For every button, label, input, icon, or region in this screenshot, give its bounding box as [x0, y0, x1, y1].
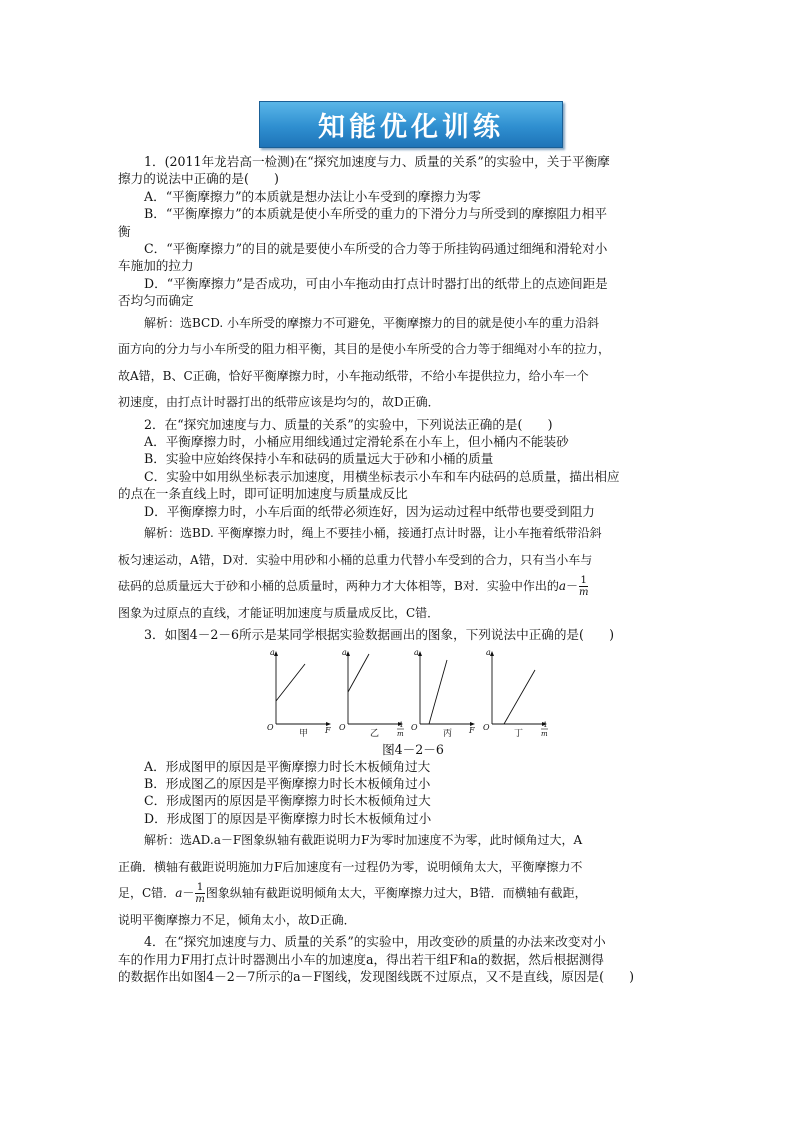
q4-stem-line-2: 车的作用力F用打点计时器测出小车的加速度a，得出若干组F和a的数据，然后根据测得 — [118, 951, 604, 967]
q3-answer-line-3 — [118, 880, 678, 907]
graphs-svg — [263, 646, 563, 738]
q2-option-a: A．平衡摩擦力时，小桶应用细线通过定滑轮系在小车上，但小桶内不能装砂 — [144, 434, 569, 450]
q1-answer-line-2: 面方向的分力与小车所受的阻力相平衡，其目的是使小车所受的合力等于细绳对小车的拉力， — [118, 342, 611, 357]
q1-option-a: A．“平衡摩擦力”的本质就是想办法让小车受到的摩擦力为零 — [144, 188, 481, 204]
q2-answer-dash: － — [565, 579, 578, 594]
q1-stem-line-1: 1．(2011年龙岩高一检测)在“探究加速度与力、质量的关系”的实验中，关于平衡摩 — [144, 154, 610, 169]
graph-ding-xlabel-den: m — [541, 729, 548, 738]
q3-option-a: A．形成图甲的原因是平衡摩擦力时长木板倾角过大 — [144, 758, 431, 774]
graph-jia-name: 甲 — [299, 728, 309, 738]
q2-answer-line-1: 解析：选BD. 平衡摩擦力时，绳上不要挂小桶，接通打点计时器，让小车拖着纸带沿斜 — [144, 526, 602, 541]
graph-jia-origin: O — [267, 722, 274, 732]
q1-stem-line-2: 擦力的说法中正确的是( ) — [118, 171, 279, 187]
graph-jia-line — [276, 664, 305, 701]
q2-option-c-line-2: 的点在一条直线上时，即可证明加速度与质量成反比 — [118, 486, 408, 502]
graph-bing-ylabel: a — [414, 647, 419, 657]
q3-answer-line-1 — [118, 827, 678, 854]
figure-4-2-6 — [118, 646, 678, 741]
q2-answer-line-4: 图象为过原点的直线，才能证明加速度与质量成反比，C错． — [118, 605, 440, 620]
q1-option-b-line-2: 衡 — [118, 223, 131, 239]
graph-bing-line — [429, 660, 447, 724]
q2-answer-line-3 — [118, 573, 678, 600]
q3-option-c: C．形成图丙的原因是平衡摩擦力时长木板倾角过大 — [144, 793, 431, 809]
exercise-content — [118, 153, 678, 985]
graph-ding — [483, 648, 548, 738]
graph-yi-xlabel-den: m — [397, 729, 404, 738]
graph-ding-line — [504, 670, 535, 724]
q3-answer-choice: 解析：选AD. — [144, 833, 214, 848]
q4-stem-line-3: 的数据作出如图4－2－7所示的a－F图线，发现图线既不过原点，又不是直线，原因是( ) — [118, 968, 635, 984]
section-banner — [259, 101, 563, 148]
q2-option-b: B．实验中应始终保持小车和砝码的质量远大于砂和小桶的质量 — [144, 451, 494, 467]
q1-option-d-line-2: 否均匀而确定 — [118, 293, 194, 309]
banner-title: 知能优化训练 — [318, 112, 504, 143]
q4-stem-line-1: 4．在“探究加速度与力、质量的关系”的实验中，用改变砂的质量的办法来改变对小 — [144, 934, 606, 950]
q3-answer-line-3-end: 图象纵轴有截距说明倾角太大，平衡摩擦力过大，B错．而横轴有截距， — [205, 886, 587, 901]
q3-fraction-numerator: 1 — [196, 882, 204, 894]
graph-ding-ylabel: a — [486, 647, 491, 657]
question-1 — [118, 153, 678, 416]
graph-yi — [339, 648, 404, 738]
q1-answer-line-4: 初速度，由打点计时器打出的纸带应该是均匀的，故D正确． — [118, 395, 440, 410]
graph-bing-xlabel: F — [469, 725, 475, 735]
q3-answer-fraction — [195, 882, 204, 905]
graph-ding-xlabel-num: 1 — [543, 720, 548, 729]
q3-answer-line-4: 说明平衡摩擦力不足，倾角太小，故D正确． — [118, 912, 356, 927]
q2-option-d: D．平衡摩擦力时，小车后面的纸带必须连好，因为运动过程中纸带也要受到阻力 — [144, 503, 595, 519]
question-4 — [118, 933, 678, 985]
q2-fraction-numerator: 1 — [580, 575, 587, 587]
q2-option-c-line-1: C．实验中如用纵坐标表示加速度，用横坐标表示小车和车内砝码的总质量，描出相应 — [144, 468, 620, 484]
q2-fraction-denominator: m — [579, 587, 589, 599]
q1-option-c-line-2: 车施加的拉力 — [118, 258, 194, 274]
graph-yi-line — [348, 654, 369, 692]
figure-4-2-6-caption: 图4－2－6 — [382, 741, 444, 757]
graph-bing-origin: O — [411, 722, 418, 732]
graph-yi-xlabel-num: 1 — [399, 720, 404, 729]
q2-answer-line-3-text: 砝码的总质量远大于砂和小桶的总质量时，两种力才大体相等，B对．实验中作出的 — [118, 579, 559, 594]
q2-answer-line-2: 板匀速运动，A错，D对．实验中用砂和小桶的总重力代替小车受到的合力，只有当小车与 — [118, 552, 593, 567]
q3-option-d: D．形成图丁的原因是平衡摩擦力时长木板倾角过小 — [144, 810, 432, 826]
graph-bing-name: 丙 — [443, 728, 453, 738]
q3-answer-line-3-start: 足，C错． — [118, 886, 176, 901]
graph-jia-ylabel: a — [270, 647, 275, 657]
question-3 — [118, 626, 678, 933]
q3-answer-var-a: a — [175, 886, 183, 901]
q1-option-d-line-1: D．“平衡摩擦力”是否成功，可由小车拖动由打点计时器打出的纸带上的点迹间距是 — [144, 275, 608, 291]
graph-bing — [411, 648, 475, 738]
graph-yi-origin: O — [339, 722, 346, 732]
q1-answer-line-1: 解析：选BCD. 小车所受的摩擦力不可避免，平衡摩擦力的目的就是使小车的重力沿斜 — [144, 315, 600, 330]
q1-answer-line-3: 故A错，B、C正确，恰好平衡摩擦力时，小车拖动纸带，不给小车提供拉力，给小车一个 — [118, 368, 589, 383]
graph-yi-ylabel: a — [342, 647, 347, 657]
q1-option-c-line-1: C．“平衡摩擦力”的目的就是要使小车所受的合力等于所挂钩码通过细绳和滑轮对小 — [144, 241, 608, 257]
q2-answer-var-a: a — [558, 579, 566, 594]
graph-jia — [267, 648, 331, 738]
q3-stem: 3．如图4－2－6所示是某同学根据实验数据画出的图象，下列说法中正确的是( ) — [144, 627, 615, 643]
q3-fraction-denominator: m — [195, 894, 205, 906]
graph-jia-xlabel: F — [325, 725, 331, 735]
q3-answer-dash: － — [182, 886, 195, 901]
q3-option-b: B．形成图乙的原因是平衡摩擦力时长木板倾角过小 — [144, 775, 431, 791]
question-2 — [118, 416, 678, 626]
graph-ding-origin: O — [483, 722, 490, 732]
q3-answer-line-1-text: a－F图象纵轴有截距说明力F为零时加速度不为零，此时倾角过大，A — [213, 833, 583, 848]
q3-answer-line-2: 正确．横轴有截距说明施加力F后加速度有一过程仍为零，说明倾角太大，平衡摩擦力不 — [118, 859, 583, 874]
q2-stem: 2．在“探究加速度与力、质量的关系”的实验中，下列说法正确的是( ) — [144, 416, 553, 432]
graph-ding-name: 丁 — [514, 728, 524, 738]
q2-answer-fraction — [579, 575, 588, 598]
graph-yi-name: 乙 — [370, 728, 380, 738]
q1-option-b-line-1: B．“平衡摩擦力”的本质就是使小车所受的重力的下滑分力与所受到的摩擦阻力相平 — [144, 206, 607, 222]
